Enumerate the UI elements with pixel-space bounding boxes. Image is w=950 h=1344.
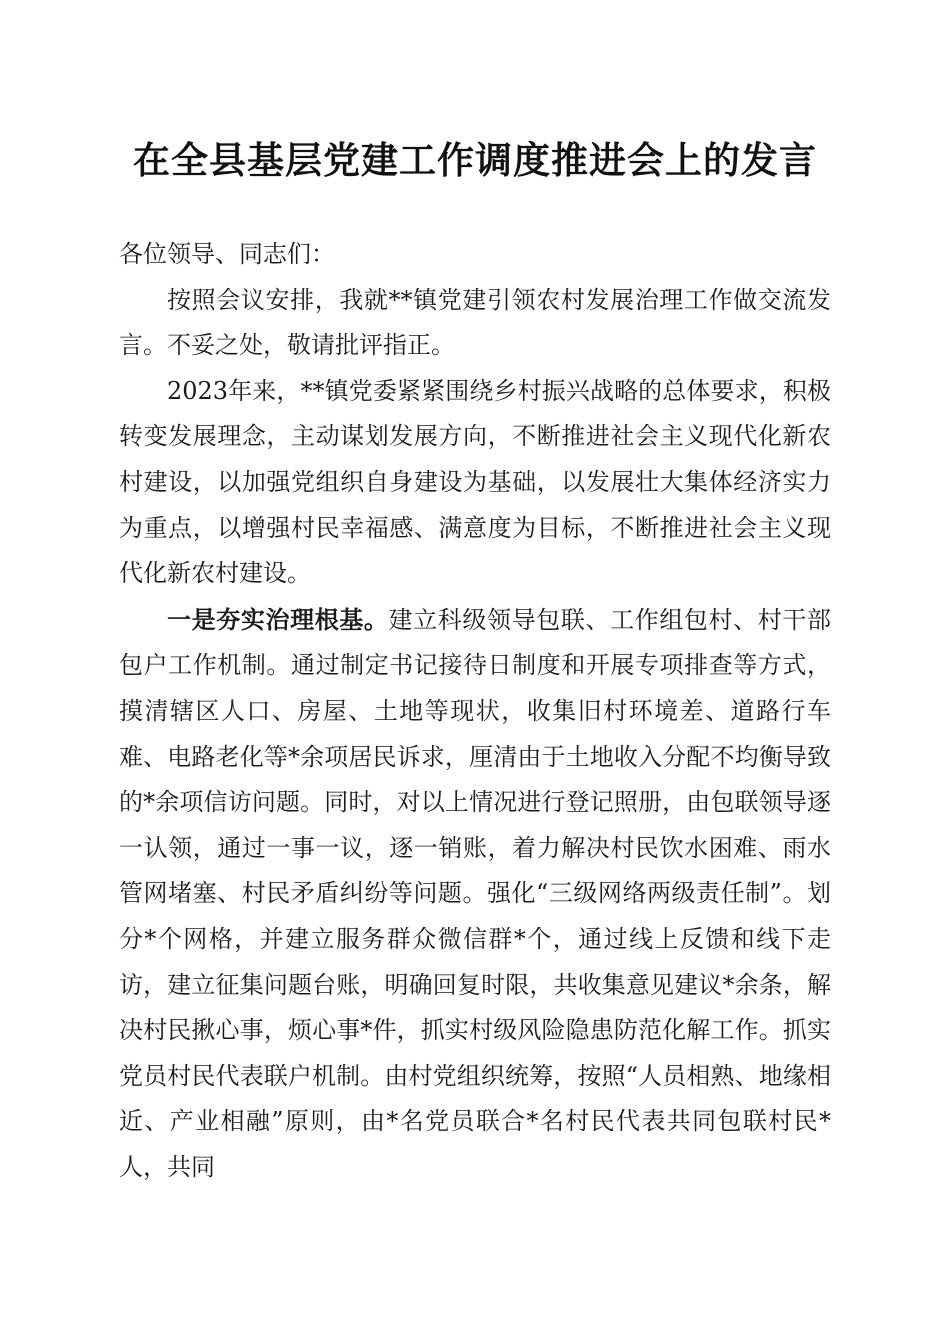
salutation: 各位领导、同志们： xyxy=(119,240,335,268)
paragraph-governance xyxy=(119,597,831,1191)
paragraph-overview xyxy=(119,369,831,597)
document-title: 在全县基层党建工作调度推进会上的发言 xyxy=(133,138,817,182)
paragraph-text: 2023年来，**镇党委紧紧围绕乡村振兴战略的总体要求，积极转变发展理念，主动谋划发展方向，不断推进社会主义现代化新农村建设，以加强党组织自身建设为基础，以发展壮大集体经济实力为重点，以增强村民幸福感、满意度为目标，不断推进社会主义现代化新农村建设。 xyxy=(119,376,831,588)
paragraph-lead-heading: 一是夯实治理根基。 xyxy=(167,604,389,634)
paragraph-text: 按照会议安排，我就**镇党建引领农村发展治理工作做交流发言。不妥之处，敬请批评指正。 xyxy=(119,285,831,360)
paragraph-intro xyxy=(119,278,831,369)
document-body xyxy=(119,232,831,1190)
paragraph-text: 建立科级领导包联、工作组包村、村干部包户工作机制。通过制定书记接待日制度和开展专项排查等方式，摸清辖区人口、房屋、土地等现状，收集旧村环境差、道路行车难、电路老化等*余项居民诉求，厘清由于土地收入分配不均衡导致的*余项信访问题。同时，对以上情况进行登记照册，由包联领导逐一认领，通过一事一议，逐一销账，着力解决村民饮水困难、雨水管网堵塞、村民矛盾纠纷等问题。强化“三级网络两级责任制”。划分*个网格，并建立服务群众微信群*个，通过线上反馈和线下走访，建立征集问题台账，明确回复时限，共收集意见建议*余条，解决村民揪心事，烦心事*件，抓实村级风险隐患防范化解工作。抓实党员村民代表联户机制。由村党组织统筹，按照“人员相熟、地缘相近、产业相融”原则，由*名党员联合*名村民代表共同包联村民*人，共同 xyxy=(119,605,832,1181)
